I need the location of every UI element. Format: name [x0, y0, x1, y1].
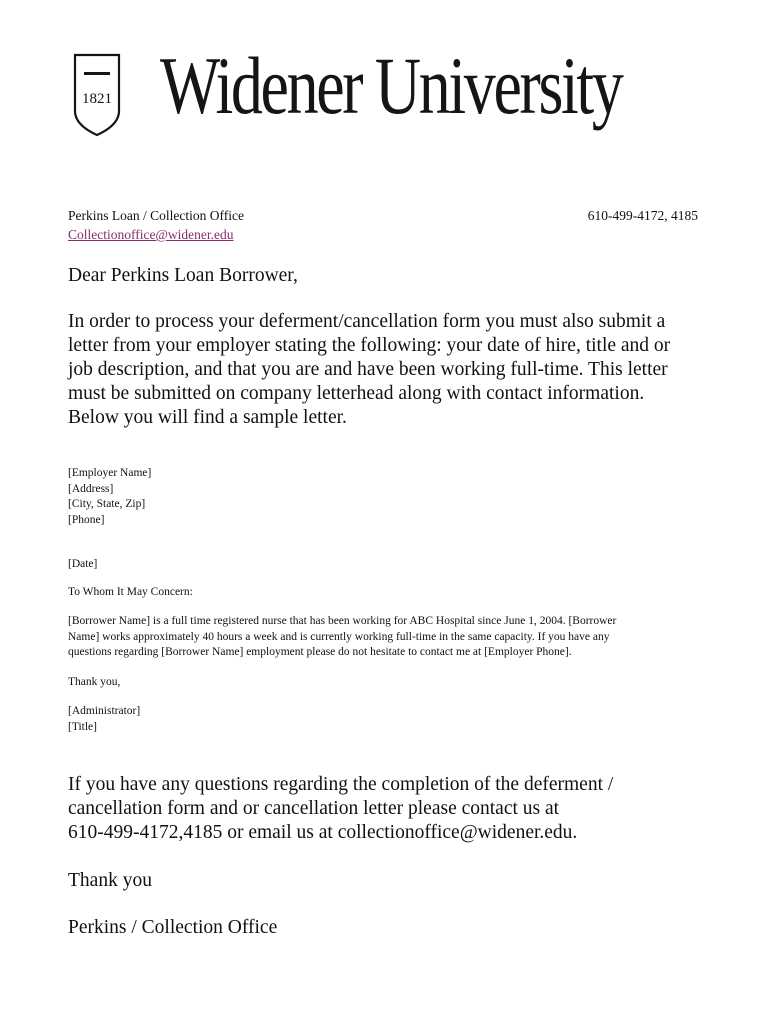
intro-paragraph [68, 310, 708, 430]
sample-body-line: questions regarding [Borrower Name] employment please do not hesitate to contact me at [Employer Phone]. [68, 646, 572, 658]
university-wordmark: Widener University [160, 40, 622, 131]
sample-signature-line: [Administrator] [68, 705, 141, 717]
sample-signature-block [68, 704, 140, 735]
university-seal-logo [73, 53, 121, 137]
closing-signoff: Perkins / Collection Office [68, 917, 278, 938]
sample-address-block [68, 466, 151, 528]
sample-date: [Date] [68, 558, 98, 570]
office-email-link[interactable]: Collectionoffice@widener.edu [68, 227, 234, 242]
sample-signature-line: [Title] [68, 720, 97, 733]
office-name: Perkins Loan / Collection Office [68, 208, 244, 223]
intro-line: Below you will find a sample letter. [68, 407, 347, 428]
salutation: Dear Perkins Loan Borrower, [68, 265, 298, 286]
sample-body-line: Name] works approximately 40 hours a week and is currently working full-time in the same capacity. If you have any [68, 630, 610, 643]
seal-year: 1821 [82, 91, 112, 107]
closing-line: If you have any questions regarding the completion of the deferment / [68, 774, 614, 795]
sample-address-line: [Phone] [68, 513, 105, 526]
office-phone: 610-499-4172, 4185 [587, 208, 698, 223]
intro-line: job description, and that you are and have been working full-time. This letter [68, 359, 668, 380]
intro-line: In order to process your deferment/cancellation form you must also submit a [68, 311, 666, 332]
sample-body [68, 614, 708, 661]
closing-thank-you: Thank you [68, 870, 152, 891]
sample-address-line: [City, State, Zip] [68, 498, 146, 510]
sample-thanks: Thank you, [68, 676, 121, 688]
closing-line: cancellation form and or cancellation letter please contact us at [68, 798, 560, 819]
sample-body-line: [Borrower Name] is a full time registered nurse that has been working for ABC Hospital since June 1, 2004. [Borrower [68, 615, 617, 627]
intro-line: must be submitted on company letterhead along with contact information. [68, 383, 645, 404]
sample-address-line: [Address] [68, 482, 114, 495]
sample-greeting: To Whom It May Concern: [68, 586, 193, 598]
closing-line: 610-499-4172,4185 or email us at collectionoffice@widener.edu. [68, 822, 578, 843]
closing-paragraph [68, 773, 708, 845]
sample-address-line: [Employer Name] [68, 467, 152, 479]
intro-line: letter from your employer stating the following: your date of hire, title and or [68, 335, 671, 356]
